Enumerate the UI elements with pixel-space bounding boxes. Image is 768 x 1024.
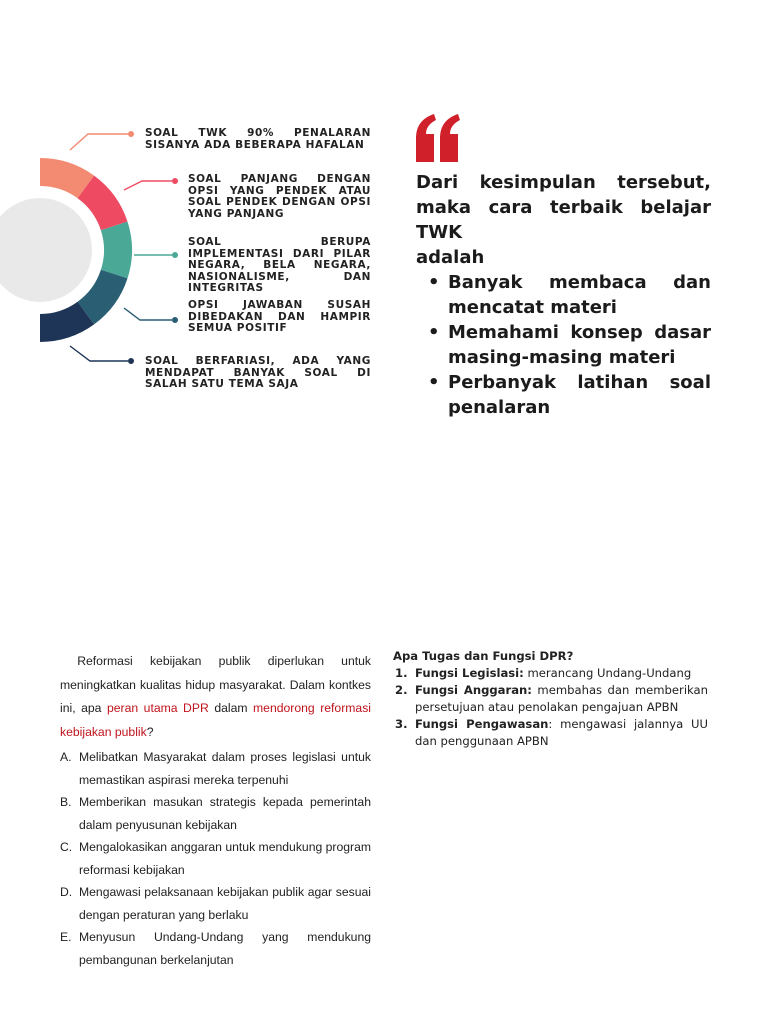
dpr-functions [393, 648, 708, 750]
option-text: Melibatkan Masyarakat dalam proses legislasi untuk memastikan aspirasi mereka terpenuhi [79, 750, 371, 787]
connector-dot-5 [128, 358, 134, 364]
study-tip-item: • Banyak membaca dan mencatat materi [416, 270, 711, 320]
option-letter: C. [60, 840, 73, 854]
quote-intro [416, 170, 711, 270]
dpr-function-list [393, 665, 708, 750]
item-number: 3. [395, 717, 408, 731]
answer-option-c [60, 836, 371, 881]
study-tip-item: • Memahami konsep dasar masing-masing materi [416, 320, 711, 370]
answer-option-a [60, 746, 371, 791]
question-stem [60, 650, 371, 744]
connector-line-1 [70, 134, 128, 150]
study-tip-item: • Perbanyak latihan soal penalaran [416, 370, 711, 420]
function-term: Fungsi Legislasi: [415, 666, 524, 680]
connector-dot-1 [128, 131, 134, 137]
option-letter: E. [60, 930, 72, 944]
stem-text-1: Reformasi kebijakan publik diperlukan untuk meningkatkan kualitas hidup masyarakat. Dalam kontkes ini, apa [60, 654, 371, 715]
ring-inner-disc [0, 198, 92, 302]
function-desc: membahas dan memberikan persetujuan atau penolakan pengajuan APBN [415, 683, 709, 714]
connector-line-2 [124, 181, 172, 190]
option-text: Memberikan masukan strategis kepada pemerintah dalam penyusunan kebijakan [79, 795, 371, 832]
option-letter: D. [60, 885, 73, 899]
option-letter: B. [60, 795, 72, 809]
connector-dot-3 [172, 252, 178, 258]
function-term: Fungsi Pengawasan [415, 717, 549, 731]
stem-text-2: dalam [208, 701, 254, 715]
connector-dot-4 [172, 317, 178, 323]
dpr-function-item [393, 665, 708, 682]
quote-intro-end: adalah [416, 247, 485, 268]
stem-end: ? [146, 724, 154, 739]
connector-line-4 [124, 308, 172, 320]
option-letter: A. [60, 750, 72, 764]
connector-dot-2 [172, 178, 178, 184]
connector-line-5 [70, 346, 128, 361]
infographic-item-5: SOAL BERFARIASI, ADA YANG MENDAPAT BANYAK SOAL DI SALAH SATU TEMA SAJA [145, 355, 371, 390]
dpr-title: Apa Tugas dan Fungsi DPR? [393, 649, 574, 663]
function-term: Fungsi Anggaran: [415, 683, 532, 697]
dpr-function-item [393, 716, 708, 750]
stem-highlight-2: mendorong reformasi kebijakan publik [60, 701, 371, 739]
option-text: Menyusun Undang-Undang yang mendukung pembangunan berkelanjutan [79, 930, 371, 967]
twk-study-tips [416, 170, 711, 420]
infographic-item-4: OPSI JAWABAN SUSAH DIBEDAKAN DAN HAMPIR SEMUA POSITIF [188, 299, 371, 334]
option-text: Mengalokasikan anggaran untuk mendukung program reformasi kebijakan [79, 840, 372, 877]
twk-infographic [0, 110, 390, 410]
option-text: Mengawasi pelaksanaan kebijakan publik agar sesuai dengan peraturan yang berlaku [79, 885, 371, 922]
answer-option-b [60, 791, 371, 836]
function-desc: merancang Undang-Undang [523, 666, 692, 680]
answer-option-d [60, 881, 371, 926]
infographic-item-3: SOAL BERUPA IMPLEMENTASI DARI PILAR NEGARA, BELA NEGARA, NASIONALISME, DAN INTEGRITAS [188, 236, 371, 294]
item-number: 2. [395, 683, 408, 697]
quote-intro-text: Dari kesimpulan tersebut, maka cara terbaik belajar TWK [416, 172, 711, 243]
infographic-item-1: SOAL TWK 90% PENALARAN SISANYA ADA BEBERAPA HAFALAN [145, 127, 371, 151]
item-number: 1. [395, 666, 408, 680]
practice-question [60, 650, 371, 971]
ring-segment-teal [101, 222, 132, 279]
stem-highlight-1: peran utama DPR [106, 701, 209, 715]
infographic-item-2: SOAL PANJANG DENGAN OPSI YANG PENDEK ATAU SOAL PENDEK DENGAN OPSI YANG PANJANG [188, 173, 371, 220]
dpr-function-item [393, 682, 708, 716]
quote-mark-icon [414, 112, 462, 164]
study-tips-list [416, 270, 711, 420]
answer-options [60, 746, 371, 971]
function-desc: : mengawasi jalannya UU dan penggunaan APBN [415, 717, 708, 748]
answer-option-e [60, 926, 371, 971]
